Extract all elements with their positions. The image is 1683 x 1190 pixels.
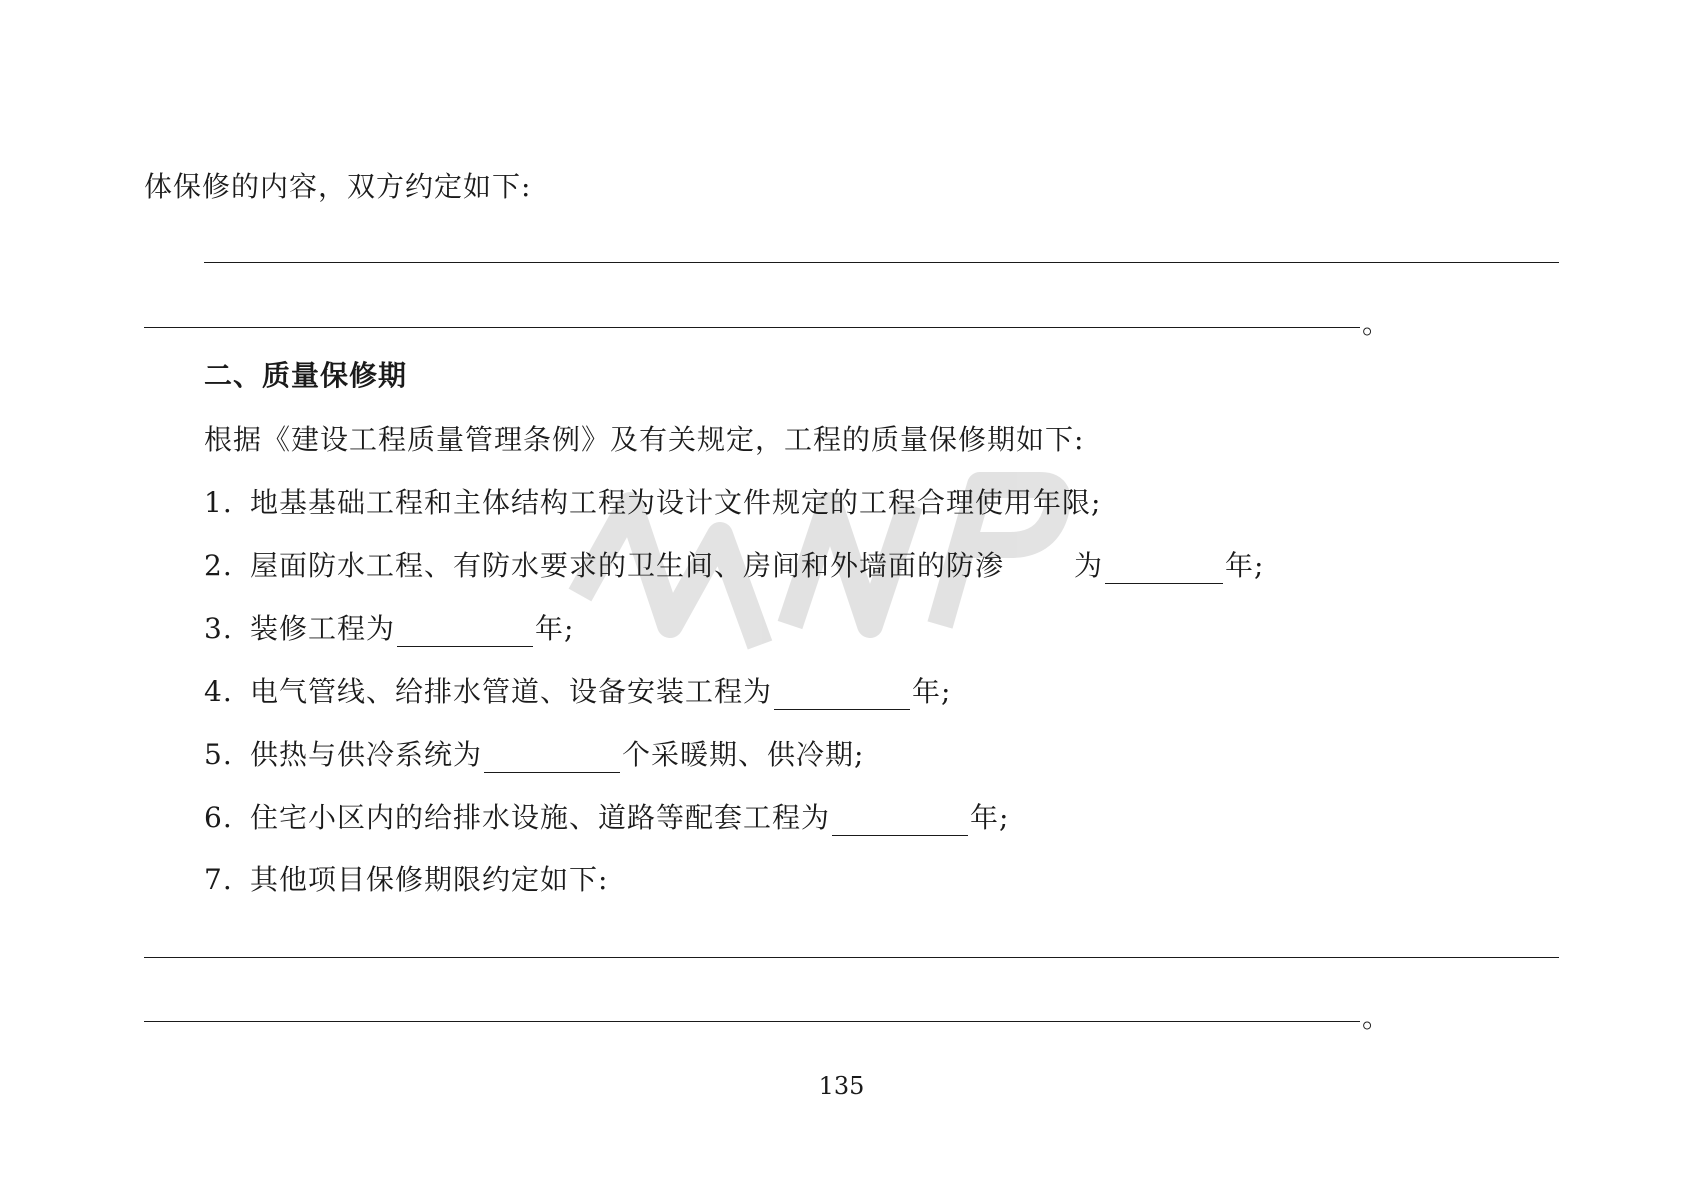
intro-line: 体保修的内容，双方约定如下:	[144, 170, 532, 203]
fill-end-mark-1: 。	[1362, 307, 1391, 340]
item-2	[204, 548, 1264, 584]
item-text: 其他项目保修期限约定如下:	[250, 863, 609, 896]
fill-line-2[interactable]	[144, 327, 1360, 328]
item-4	[204, 674, 951, 710]
item-5	[204, 737, 864, 773]
item-text-middle: 为	[1074, 549, 1104, 582]
item-number: 2.	[204, 549, 233, 582]
item-suffix: 年;	[970, 801, 1010, 834]
item-text: 供热与供冷系统为	[250, 738, 483, 771]
item-suffix: 年;	[1225, 549, 1265, 582]
item-number: 5.	[204, 738, 233, 771]
years-blank[interactable]	[774, 679, 910, 710]
years-blank[interactable]	[1105, 553, 1223, 584]
fill-line-3[interactable]	[144, 957, 1559, 958]
item-suffix: 年;	[535, 612, 575, 645]
item-1	[204, 485, 1101, 521]
item-text: 住宅小区内的给排水设施、道路等配套工程为	[250, 801, 831, 834]
item-suffix: 年;	[912, 675, 952, 708]
page-number: 135	[818, 1072, 865, 1100]
lead-paragraph: 根据《建设工程质量管理条例》及有关规定，工程的质量保修期如下:	[204, 423, 1085, 456]
item-number: 1.	[204, 486, 233, 519]
item-text: 电气管线、给排水管道、设备安装工程为	[250, 675, 773, 708]
item-text: 地基基础工程和主体结构工程为设计文件规定的工程合理使用年限;	[250, 486, 1102, 519]
fill-line-4[interactable]	[144, 1021, 1360, 1022]
item-3	[204, 611, 574, 647]
item-number: 3.	[204, 612, 233, 645]
item-number: 4.	[204, 675, 233, 708]
years-blank[interactable]	[397, 616, 533, 647]
fill-line-1[interactable]	[204, 262, 1559, 263]
item-7	[204, 862, 608, 898]
item-number: 7.	[204, 863, 233, 896]
fill-end-mark-2: 。	[1362, 1001, 1391, 1034]
item-text: 装修工程为	[250, 612, 396, 645]
item-6	[204, 800, 1009, 836]
periods-blank[interactable]	[484, 742, 620, 773]
years-blank[interactable]	[832, 805, 968, 836]
item-number: 6.	[204, 801, 233, 834]
item-suffix: 个采暖期、供冷期;	[622, 738, 865, 771]
item-text: 屋面防水工程、有防水要求的卫生间、房间和外墙面的防渗	[250, 549, 1005, 582]
section-heading: 二、质量保修期	[204, 359, 408, 392]
